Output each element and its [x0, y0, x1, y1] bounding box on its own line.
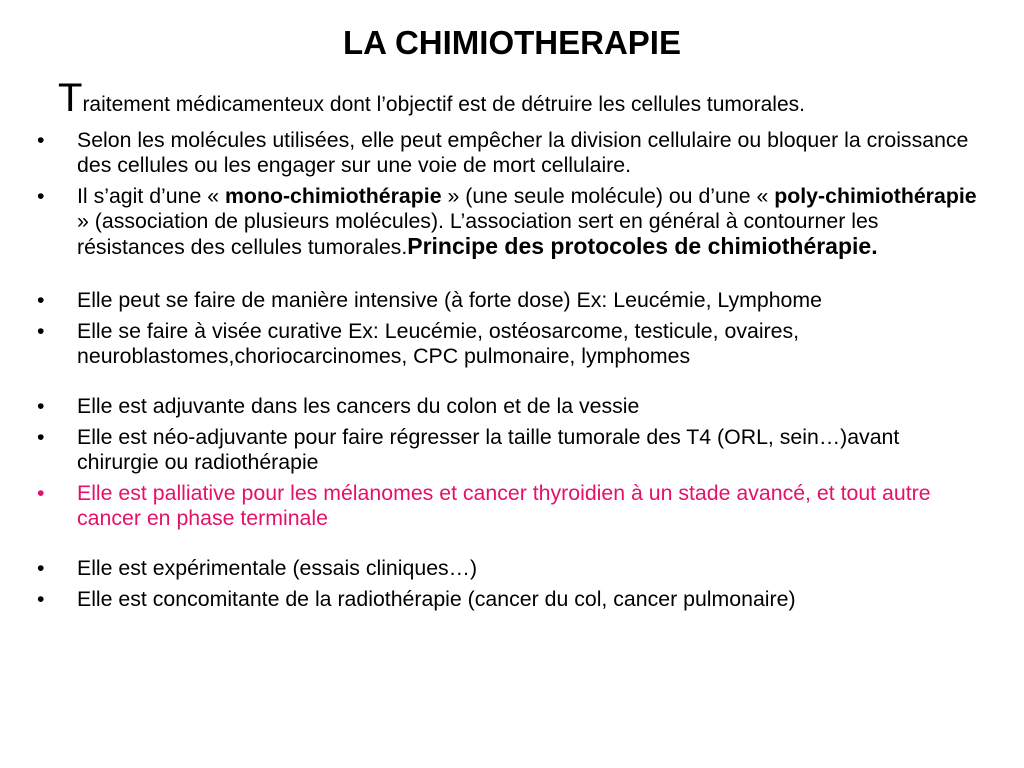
slide-subtitle	[58, 78, 1018, 118]
bullet-text: Elle est expérimentale (essais cliniques…)	[77, 556, 478, 580]
list-item	[0, 556, 1024, 581]
list-item-highlighted	[0, 481, 1024, 531]
bullet-icon: •	[37, 587, 45, 611]
list-item	[0, 394, 1024, 419]
bullet-text: Elle est palliative pour les mélanomes et cancer thyroidien à un stade avancé, et tout autre cancer en phase terminale	[77, 481, 931, 530]
bullet-text-part: » (association de plusieurs molécules). L’association sert en général à contourner les résistances des cellules tumorales.	[77, 209, 879, 259]
bullet-text: Elle peut se faire de manière intensive (à forte dose) Ex: Leucémie, Lymphome	[77, 288, 822, 312]
bullet-icon: •	[37, 481, 45, 505]
bullet-icon: •	[37, 425, 45, 449]
bullet-icon: •	[37, 556, 45, 580]
bullet-list	[0, 128, 1024, 612]
bullet-text-part: » (une seule molécule) ou d’une «	[441, 184, 775, 208]
list-item	[0, 425, 1024, 475]
spacer	[0, 531, 1024, 556]
spacer	[0, 260, 1024, 288]
bullet-icon: •	[37, 184, 45, 208]
slide-title: LA CHIMIOTHERAPIE	[343, 24, 681, 61]
bullet-text: Elle se faire à visée curative Ex: Leucémie, ostéosarcome, testicule, ovaires, neuroblastomes,choriocarcinomes, CPC pulmonaire, lymphomes	[77, 319, 800, 368]
subtitle-initial: T	[58, 76, 83, 120]
bullet-text: Elle est concomitante de la radiothérapie (cancer du col, cancer pulmonaire)	[77, 587, 796, 611]
bullet-text: Elle est néo-adjuvante pour faire régresser la taille tumorale des T4 (ORL, sein…)avant chirurgie ou radiothérapie	[77, 425, 900, 474]
list-item	[0, 288, 1024, 313]
subtitle-text: raitement médicamenteux dont l’objectif est de détruire les cellules tumorales.	[82, 93, 805, 116]
principe-heading: Principe des protocoles de chimiothérapie.	[407, 233, 878, 259]
bullet-icon: •	[37, 319, 45, 343]
list-item	[0, 319, 1024, 369]
spacer	[0, 369, 1024, 394]
list-item	[0, 128, 1024, 178]
list-item	[0, 587, 1024, 612]
bullet-icon: •	[37, 394, 45, 418]
list-item	[0, 184, 1024, 260]
poly-chimio-term: poly-chimiothérapie	[774, 184, 977, 208]
mono-chimio-term: mono-chimiothérapie	[225, 184, 442, 208]
bullet-text-part: Il s’agit d’une «	[77, 184, 225, 208]
bullet-text: Elle est adjuvante dans les cancers du colon et de la vessie	[77, 394, 640, 418]
bullet-text: Selon les molécules utilisées, elle peut empêcher la division cellulaire ou bloquer la croissance des cellules ou les engager sur une voie de mort cellulaire.	[77, 128, 969, 177]
bullet-icon: •	[37, 128, 45, 152]
bullet-icon: •	[37, 288, 45, 312]
